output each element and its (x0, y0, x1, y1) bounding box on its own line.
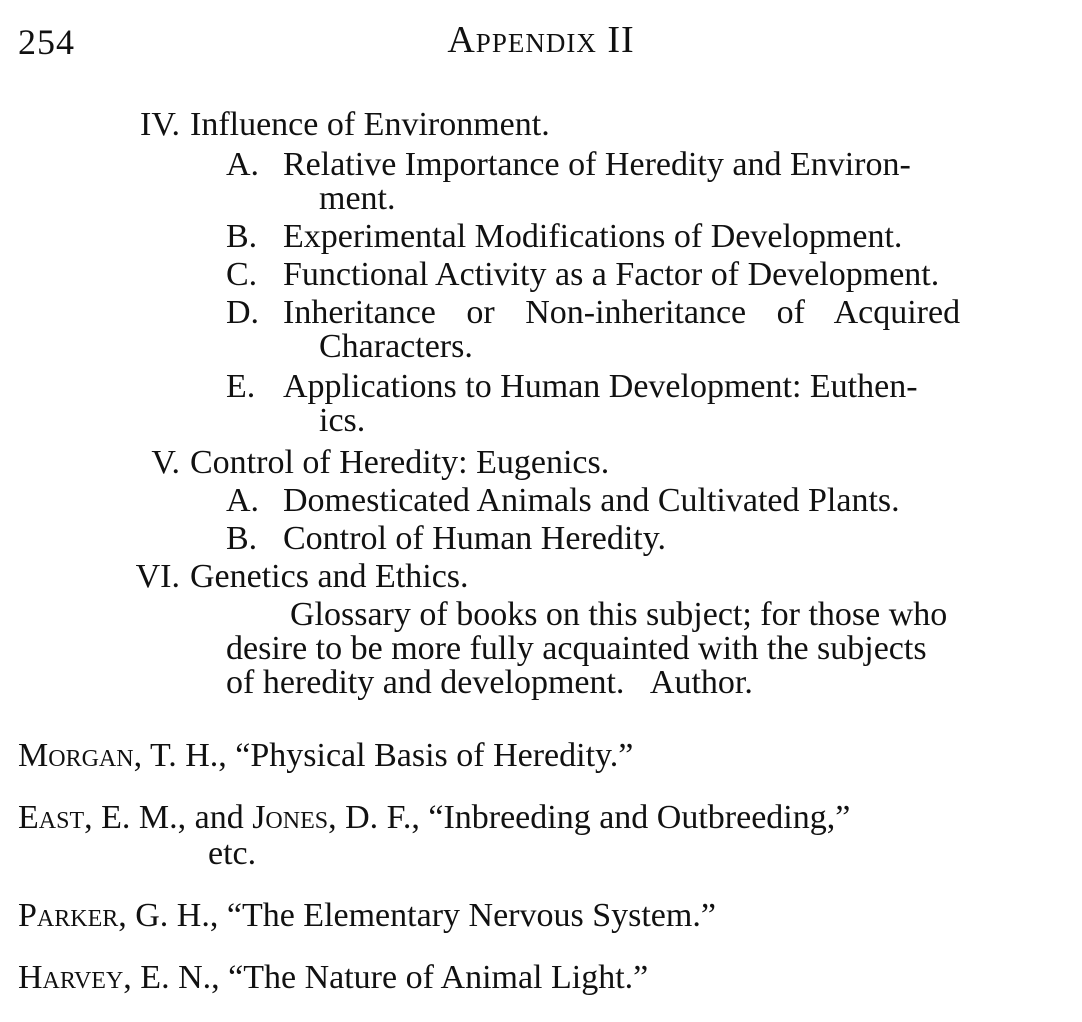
reference-entry (18, 898, 1068, 934)
reference-text: , E. N., “The Nature of Animal Light.” (123, 959, 649, 996)
item-text (283, 148, 1068, 182)
outline-section-iv (0, 108, 1082, 446)
item-text: Applications to Human Development: Euthen- (283, 368, 918, 405)
item-text: Experimental Modifications of Development. (283, 218, 903, 255)
item-text: Inheritance or Non-inheritance of Acquired (283, 294, 961, 331)
reference-author: Jones (252, 799, 329, 836)
glossary-attribution: Author. (649, 664, 753, 701)
item-text-continuation: ics. (319, 402, 366, 439)
reference-text: , D. F., “Inbreeding and Outbreeding,” (328, 799, 851, 836)
outline-item (0, 522, 1082, 560)
item-letter: B. (226, 520, 258, 557)
glossary-line: Glossary of books on this subject; for those who (290, 596, 948, 633)
reference-continuation: etc. (208, 835, 257, 872)
item-letter: D. (226, 294, 260, 331)
page-number: 254 (18, 22, 75, 62)
reference-entry (18, 800, 1068, 872)
section-title: Influence of Environment. (190, 106, 550, 143)
section-heading (0, 560, 1082, 598)
reference-author: Parker (18, 897, 119, 934)
item-letter: B. (226, 218, 258, 255)
running-head: Appendix II (447, 19, 635, 61)
item-letter: A. (226, 482, 260, 519)
item-text: Domesticated Animals and Cultivated Plants. (283, 482, 900, 519)
appendix-outline (0, 108, 1082, 700)
outline-section-vi (0, 560, 1082, 700)
reference-entry (18, 738, 1068, 774)
item-letter: E. (226, 368, 256, 405)
outline-item (0, 484, 1082, 522)
glossary-line (226, 666, 1068, 700)
outline-item (0, 220, 1082, 258)
section-heading (0, 108, 1082, 148)
reference-author: Morgan (18, 737, 134, 774)
reference-author: East (18, 799, 85, 836)
outline-item (0, 258, 1082, 296)
glossary-note (0, 598, 1082, 700)
section-title: Genetics and Ethics. (190, 558, 469, 595)
item-letter: A. (226, 146, 260, 183)
item-letter: C. (226, 256, 258, 293)
outline-item (0, 370, 1082, 446)
section-heading (0, 446, 1082, 484)
reference-text: , G. H., “The Elementary Nervous System.” (118, 897, 716, 934)
item-text-continuation: Characters. (319, 328, 473, 365)
item-text: Control of Human Heredity. (283, 520, 667, 557)
outline-item (0, 148, 1082, 220)
glossary-line: desire to be more fully acquainted with the subjects (226, 630, 927, 667)
section-numeral: V. (151, 444, 180, 481)
glossary-text: of heredity and development. (226, 664, 625, 701)
reference-entry (18, 960, 1068, 996)
section-numeral: IV. (140, 106, 180, 143)
reference-list (18, 738, 1068, 1022)
section-numeral: VI. (135, 558, 180, 595)
item-text-continuation: ment. (319, 180, 396, 217)
section-title: Control of Heredity: Eugenics. (190, 444, 610, 481)
reference-text: , T. H., “Physical Basis of Heredity.” (133, 737, 634, 774)
reference-text: , E. M., and (84, 799, 253, 836)
reference-author: Harvey (18, 959, 124, 996)
item-text-line: Relative Importance of Heredity and Environ- (283, 146, 911, 183)
outline-section-v (0, 446, 1082, 560)
item-text: Functional Activity as a Factor of Development. (283, 256, 940, 293)
outline-item (0, 296, 1082, 370)
